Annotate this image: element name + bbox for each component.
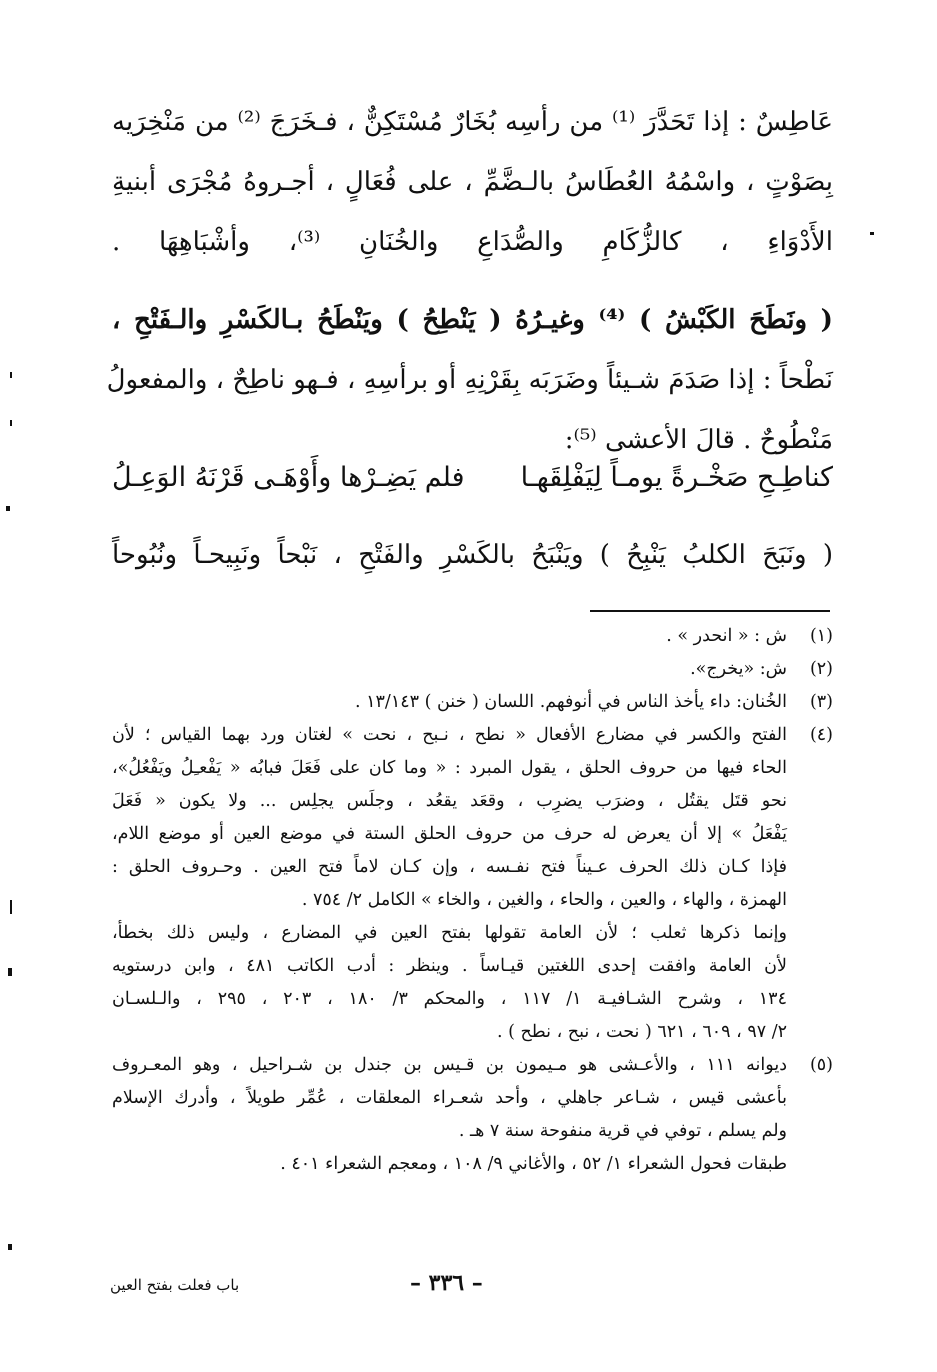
main-text	[106, 92, 833, 470]
footnote-number: (٢)	[809, 659, 833, 679]
main-line: نَطْحاً : إذا صَدَمَ شـيئاً وضَرَبَه بِقَرْنِهِ أو برأسِهِ ، فـهو ناطِحٌ ، والمفعولُ	[106, 365, 833, 395]
running-footer-chapter: باب فعلت بفتح العين	[110, 1276, 240, 1294]
footnote-2	[112, 653, 833, 686]
verse-second-hemistich: فلم يَضِـرْها وأَوْهَـى قَرْنَهُ الوَعِـلُ	[112, 462, 465, 493]
main-line: بِصَوْتٍ ، واسْمُهُ العُطَاسُ بالـضَّمِّ ، على فُعَالٍ ، أجـروهُ مُجْرَى أبنيةِ	[112, 167, 833, 197]
scan-speck	[10, 900, 12, 914]
footnote-line: ٢/ ٩٧ ، ٦٠٩ ، ٦٢١ ( نحت ، نبح ، نطح ) .	[497, 1022, 787, 1042]
main-line: ( ونَطَحَ الكَبْشُ ) ⁽⁴⁾ وغيـرُهُ ( يَنْطِحُ ) ويَنْطَحُ بـالكَسْرِ والـفَتْحِ ،	[112, 305, 833, 335]
footnote-line: طبقات فحول الشعراء ١/ ٥٢ ، والأغاني ٩/ ١٠٨ ، ومعجم الشعراء ٤٠١ .	[280, 1154, 787, 1174]
footnotes	[112, 620, 833, 1181]
footnote-line: الهمزة ، والهاء ، والعين ، والحاء ، والغين ، والخاء » الكامل ٢/ ٧٥٤ .	[301, 890, 787, 910]
scan-speck	[10, 420, 12, 426]
footnote-1	[112, 620, 833, 653]
scan-speck	[870, 232, 874, 235]
footnote-line: وإنما ذكرها ثعلب ؛ لأن العامة تقولها بفتح العين في المضارع ، وليس ذلك بخطأ،	[112, 923, 787, 943]
footnote-number: (٣)	[809, 692, 833, 712]
footnote-line: يَفْعَلُ » إلا أن يعرض له حرف من حروف الحلق الستة في موضع العين أو موضع اللام،	[112, 824, 787, 844]
footnote-line: لأن العامة وافقت إحدى اللغتين قيـاساً . وينظر : أدب الكاتب ٤٨١ ، وابن درستويه	[112, 956, 787, 976]
footnote-number: (٥)	[809, 1055, 833, 1075]
footnote-line: الخُنان: داء يأخذ الناس في أنوفهم. اللسان ( خنن ) ١٣/١٤٣ .	[354, 692, 787, 712]
footnote-separator	[590, 610, 830, 612]
scan-speck	[6, 506, 10, 511]
footnote-line: ش: «يخرج».	[690, 659, 787, 679]
poetry-verse	[112, 462, 833, 493]
main-line: الأَدْوَاءِ ، كالزُّكَامِ والصُّدَاعِ والخُنَانِ ⁽³⁾، وأشْبَاهِهَا .	[112, 227, 833, 257]
main-line: ( ونَبَحَ الكلبُ يَنْبِحُ ) ويَنْبَحُ بالكَسْرِ والفَتْحِ ، نَبْحاً ونَبِيحـاً ونُبُوحاً	[112, 540, 833, 570]
scan-speck	[10, 372, 12, 378]
verse-first-hemistich: كناطِـحِ صَخْـرةً يومـاً لِيَفْلِقَهـا	[520, 462, 833, 493]
footnote-line: ديوانه ١١١ ، والأعـشى هو مـيمون بن قـيس بن جندل بن شـراحيل ، وهو المعـروف	[112, 1055, 787, 1075]
main-line: مَنْطُوحٌ . قالَ الأعشى ⁽⁵⁾:	[564, 425, 833, 455]
scan-speck	[8, 968, 12, 976]
main-line: عَاطِسٌ : إذا تَحَدَّرَ ⁽¹⁾ من رأسِه بُخَارٌ مُسْتَكِنٌّ ، فـخَرَجَ ⁽²⁾ من مَنْخِرَيه	[112, 107, 833, 137]
footnote-line: فإذا كـان ذلك الحرف عـيناً فتح نفـسه ، وإن كـان لاماً فتح العين . وحـروف الحلق :	[112, 857, 787, 877]
footnote-number: (١)	[809, 626, 833, 646]
footnote-number: (٤)	[809, 725, 833, 745]
footnote-line: ش : « انحدر » .	[666, 626, 787, 646]
footnote-line: ولم يسلم ، توفي في قرية منفوحة سنة ٧ هـ .	[458, 1121, 787, 1141]
footnote-line: نحو قتَل يقتُل ، وضرَب يضرِب ، وقعَد يقعُد ، وجلَس يجلِس ... ولا يكون « فَعَلَ	[112, 791, 787, 811]
footnote-line: الفتح والكسر في مضارع الأفعال « نطح ، نـبح ، نحت » لغتان ورد بهما القياس ؛ لأن	[112, 725, 787, 745]
footnote-4	[112, 719, 833, 1049]
footnote-3	[112, 686, 833, 719]
footnote-5	[112, 1049, 833, 1181]
page-number: – ٣٣٦ –	[410, 1270, 483, 1296]
footnote-line: ١٣٤ ، وشرح الشـافيـة ١/ ١١٧ ، والمحكم ٣/ ١٨٠ ، ٢٠٣ ، ٢٩٥ ، والـلسـان	[112, 989, 787, 1009]
scan-speck	[8, 1244, 12, 1250]
footnote-line: الحاء فيها من حروف الحلق ، يقول المبرد : « وما كان على فَعَلَ فبابُه « يَفْعـِلُ ويَفْعُلُ»،	[112, 758, 787, 778]
footnote-line: بأعشى قيس ، شـاعر جاهلي ، وأحد شعـراء المعلقات ، عُمِّر طويلاً ، وأدرك الإسلام	[112, 1088, 787, 1108]
